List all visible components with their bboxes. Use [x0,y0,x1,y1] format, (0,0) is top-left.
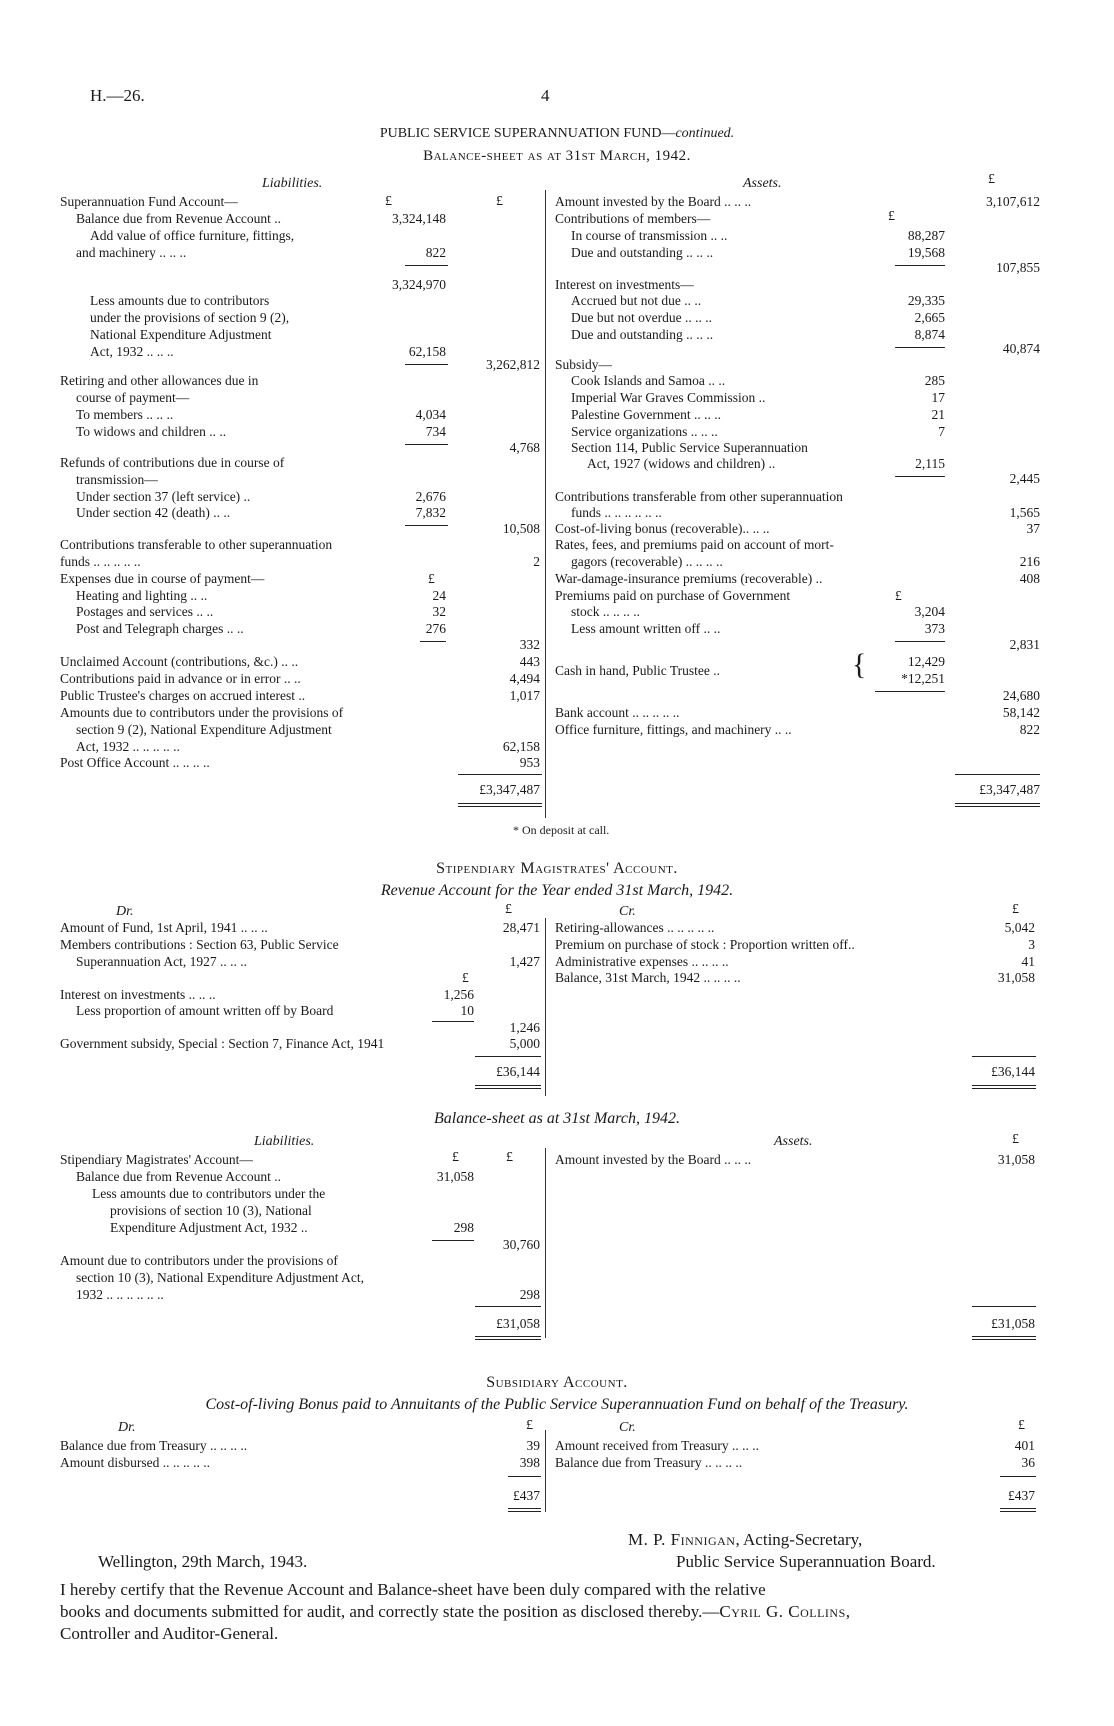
asset-line: Contributions of members— [555,211,711,226]
subsidiary-left-total: £437 [513,1488,540,1503]
amount: *12,251 [901,671,945,686]
asset-line: Premiums paid on purchase of Government [555,588,791,603]
expense-line: Administrative expenses .. .. .. .. [555,954,729,969]
certificate-text: books and documents submitted for audit, and correctly state the position as disclosed thereby.—Cyril G. Collins, [60,1602,851,1621]
liabilities-total: £31,058 [496,1316,540,1331]
pound-sign: £ [462,970,469,985]
liability-line: transmission— [76,472,158,487]
liability-line: Heating and lighting .. .. [76,588,208,603]
amount-total: 408 [1019,571,1040,586]
pound-sign: £ [988,172,995,187]
expense-total: £36,144 [991,1064,1035,1079]
liability-line: Expenses due in course of payment— [60,571,265,586]
amount-total: 37 [1026,521,1040,536]
amount: 7 [938,424,945,439]
amount-total: 2,831 [1009,637,1040,652]
amount: 21 [931,407,945,422]
liability-line: Under section 37 (left service) .. [76,489,251,504]
amount-total: 36 [1021,1455,1035,1470]
amount-total: 1,565 [1009,505,1040,520]
amount-total: 58,142 [1002,705,1040,720]
amount-total: 2,445 [1009,471,1040,486]
amount-total: 401 [1014,1438,1035,1453]
amount: 373 [924,621,945,636]
amount-total: 332 [519,637,540,652]
amount-total: 3 [1028,937,1035,952]
subsidiary-subtitle: Cost-of-living Bonus paid to Annuitants of the Public Service Superannuation Fund on behalf of the Treasury. [205,1396,909,1413]
amount: 734 [425,424,446,439]
liability-line: Less amounts due to contributors [90,293,270,308]
liability-line: Contributions paid in advance or in error .. .. [60,671,301,686]
liability-line: Act, 1932 .. .. .. .. .. [76,739,180,754]
pound-sign: £ [895,588,902,603]
liability-line: and machinery .. .. .. [76,245,187,260]
amount-total: 24,680 [1002,688,1040,703]
revenue-line: Government subsidy, Special : Section 7, Finance Act, 1941 [60,1036,385,1051]
amount-total: 31,058 [997,970,1035,985]
amount: 62,158 [408,344,446,359]
amount-total: 298 [519,1287,540,1302]
amount: 10 [460,1003,474,1018]
asset-line: Cost-of-living bonus (recoverable).. .. .. [555,521,770,536]
psf-subtitle: Balance-sheet as at 31st March, 1942. [423,148,691,164]
page-number: 4 [541,86,550,105]
liability-line: To widows and children .. .. [76,424,227,439]
amount: 32 [432,604,446,619]
amount: 31,058 [436,1169,474,1184]
expense-line: Balance, 31st March, 1942 .. .. .. .. [555,970,741,985]
revenue-total: £36,144 [496,1064,540,1079]
liability-line: Act, 1932 .. .. .. [90,344,174,359]
cr-label: Cr. [619,1420,636,1435]
amount-total: 31,058 [997,1152,1035,1167]
assets-heading: Assets. [774,1134,813,1149]
asset-line: Amount invested by the Board .. .. .. [555,194,752,209]
subsidiary-title: Subsidiary Account. [486,1374,628,1391]
asset-line: In course of transmission .. .. [571,228,728,243]
amount: 3,324,970 [392,277,446,292]
liability-line: 1932 .. .. .. .. .. .. [76,1287,164,1302]
amount-total: 1,427 [509,954,540,969]
pound-sign: £ [1012,1132,1019,1147]
asset-line: Office furniture, fittings, and machinery .. .. [555,722,792,737]
board-name: Public Service Superannuation Board. [676,1552,936,1571]
column-divider [545,1148,546,1338]
amount-total: 39 [526,1438,540,1453]
asset-line: Amount invested by the Board .. .. .. [555,1152,752,1167]
amount-total: 398 [519,1455,540,1470]
amount-total: 5,042 [1004,920,1035,935]
asset-line: Interest on investments— [555,277,694,292]
asset-line: funds .. .. .. .. .. .. [571,505,662,520]
liabilities-heading: Liabilities. [262,176,323,191]
asset-line: Due and outstanding .. .. .. [571,245,714,260]
amount-total: 41 [1021,954,1035,969]
liability-line: section 9 (2), National Expenditure Adjustment [76,722,332,737]
amount-total: 3,262,812 [486,357,540,372]
amount-total: 1,246 [509,1020,540,1035]
amount-total: 953 [519,755,540,770]
amount: 24 [432,588,446,603]
column-divider [545,918,546,1096]
liability-line: Balance due from Revenue Account .. [76,211,282,226]
liability-line: Superannuation Fund Account— [60,194,238,209]
asset-line: stock .. .. .. .. [571,604,640,619]
amount: 29,335 [907,293,945,308]
asset-line: Subsidy— [555,357,613,372]
amount: 17 [931,390,945,405]
asset-line: Palestine Government .. .. .. [571,407,721,422]
revenue-line: Members contributions : Section 63, Public Service [60,937,339,952]
subsidiary-right-total: £437 [1008,1488,1035,1503]
asset-line: gagors (recoverable) .. .. .. .. [571,554,723,569]
liability-line: funds .. .. .. .. .. [60,554,141,569]
amount-total: 107,855 [996,260,1040,275]
amount: 2,676 [415,489,446,504]
liability-line: provisions of section 10 (3), National [110,1203,312,1218]
revenue-line: Amount of Fund, 1st April, 1941 .. .. .. [60,920,268,935]
document-reference: H.—26. [90,86,145,105]
liability-line: Add value of office furniture, fittings, [90,228,295,243]
asset-line: Due and outstanding .. .. .. [571,327,714,342]
amount: 88,287 [907,228,945,243]
amount: 298 [453,1220,474,1235]
amount: 7,832 [415,505,446,520]
pound-sign: £ [428,571,435,586]
asset-line: Cash in hand, Public Trustee .. [555,663,721,678]
liability-line: Refunds of contributions due in course of [60,455,285,470]
amount-total: 443 [519,654,540,669]
subsidiary-line: Balance due from Treasury .. .. .. .. [555,1455,743,1470]
amount-total: 4,768 [509,440,540,455]
amount-total: 2 [533,554,540,569]
liability-line: Under section 42 (death) .. .. [76,505,231,520]
liability-line: under the provisions of section 9 (2), [90,310,290,325]
certificate-text: Controller and Auditor-General. [60,1624,279,1643]
pound-sign: £ [506,1150,513,1165]
dr-label: Dr. [116,904,134,919]
column-divider [545,1430,546,1512]
subsidiary-line: Amount disbursed .. .. .. .. .. [60,1455,210,1470]
amount-total: 5,000 [509,1036,540,1051]
assets-heading: Assets. [743,176,782,191]
asset-line: Bank account .. .. .. .. .. [555,705,680,720]
asset-line: Imperial War Graves Commission .. [571,390,766,405]
amount: 12,429 [907,654,945,669]
pound-sign: £ [1018,1418,1025,1433]
pound-sign: £ [505,902,512,917]
liabilities-heading: Liabilities. [254,1134,315,1149]
liabilities-total: £3,347,487 [479,782,540,797]
revenue-line: Less proportion of amount written off by Board [76,1003,334,1018]
sm-balance-title: Balance-sheet as at 31st March, 1942. [433,1110,681,1127]
liability-line: National Expenditure Adjustment [90,327,272,342]
subsidiary-line: Amount received from Treasury .. .. .. [555,1438,759,1453]
asset-line: Cook Islands and Samoa .. .. [571,373,726,388]
dr-label: Dr. [118,1420,136,1435]
liability-line: Retiring and other allowances due in [60,373,259,388]
amount-total: 10,508 [502,521,540,536]
liability-line: Expenditure Adjustment Act, 1932 .. [110,1220,308,1235]
liability-line: Stipendiary Magistrates' Account— [60,1152,253,1167]
revenue-line: Superannuation Act, 1927 .. .. .. [76,954,247,969]
amount: 3,324,148 [392,211,446,226]
pound-sign: £ [496,194,503,209]
liability-line: course of payment— [76,390,190,405]
revenue-line: Interest on investments .. .. .. [60,987,216,1002]
amount: 4,034 [415,407,446,422]
pound-sign: £ [1012,902,1019,917]
certificate-text: I hereby certify that the Revenue Account and Balance-sheet have been duly compared with the relative [60,1580,766,1599]
place-date: Wellington, 29th March, 1943. [98,1552,308,1571]
asset-line: Act, 1927 (widows and children) .. [587,456,776,471]
amount-total: 1,017 [509,688,540,703]
amount: 822 [425,245,446,260]
expense-line: Premium on purchase of stock : Proportion written off.. [555,937,855,952]
asset-line: War-damage-insurance premiums (recoverable) .. [555,571,823,586]
footnote: * On deposit at call. [513,823,610,837]
assets-total: £31,058 [991,1316,1035,1331]
sm-revenue-title: Revenue Account for the Year ended 31st March, 1942. [380,882,734,899]
amount: 2,115 [915,456,945,471]
amount-total: 62,158 [502,739,540,754]
sm-title: Stipendiary Magistrates' Account. [436,860,678,877]
amount: 276 [425,621,446,636]
asset-line: Rates, fees, and premiums paid on account of mort- [555,537,834,552]
liability-line: Post and Telegraph charges .. .. [76,621,244,636]
asset-line: Contributions transferable from other superannuation [555,489,843,504]
pound-sign: £ [526,1418,533,1433]
liability-line: To members .. .. .. [76,407,174,422]
liability-line: Public Trustee's charges on accrued interest .. [60,688,306,703]
expense-line: Retiring-allowances .. .. .. .. .. [555,920,715,935]
asset-line: Service organizations .. .. .. [571,424,718,439]
liability-line: Balance due from Revenue Account .. [76,1169,282,1184]
amount-total: 28,471 [502,920,540,935]
subsidiary-line: Balance due from Treasury .. .. .. .. [60,1438,248,1453]
amount-total: 3,107,612 [986,194,1040,209]
assets-total: £3,347,487 [979,782,1040,797]
psf-title: PUBLIC SERVICE SUPERANNUATION FUND—continued. [379,126,735,141]
cr-label: Cr. [619,904,636,919]
pound-sign: £ [385,194,392,209]
asset-line: Accrued but not due .. .. [571,293,702,308]
amount-total: 30,760 [502,1237,540,1252]
amount-total: 822 [1019,722,1040,737]
pound-sign: £ [888,209,895,224]
liability-line: Less amounts due to contributors under the [92,1186,326,1201]
amount: 2,665 [914,310,945,325]
amount-total: 40,874 [1002,341,1040,356]
asset-line: Due but not overdue .. .. .. [571,310,712,325]
asset-line: Section 114, Public Service Superannuation [571,440,808,455]
signatory: M. P. Finnigan, Acting-Secretary, [628,1530,863,1549]
column-divider [545,190,546,818]
liability-line: Post Office Account .. .. .. .. [60,755,210,770]
liability-line: Amount due to contributors under the provisions of [60,1253,338,1268]
liability-line: Unclaimed Account (contributions, &c.) .. .. [60,654,299,669]
amount: 3,204 [914,604,945,619]
amount: 285 [924,373,945,388]
liability-line: Postages and services .. .. [76,604,214,619]
liability-line: Contributions transferable to other superannuation [60,537,333,552]
brace-icon: { [852,648,867,681]
amount: 19,568 [907,245,945,260]
pound-sign: £ [452,1150,459,1165]
liability-line: section 10 (3), National Expenditure Adjustment Act, [76,1270,364,1285]
amount: 8,874 [914,327,945,342]
asset-line: Less amount written off .. .. [571,621,721,636]
amount-total: 4,494 [509,671,540,686]
amount-total: 216 [1019,554,1040,569]
liability-line: Amounts due to contributors under the provisions of [60,705,344,720]
amount: 1,256 [443,987,474,1002]
